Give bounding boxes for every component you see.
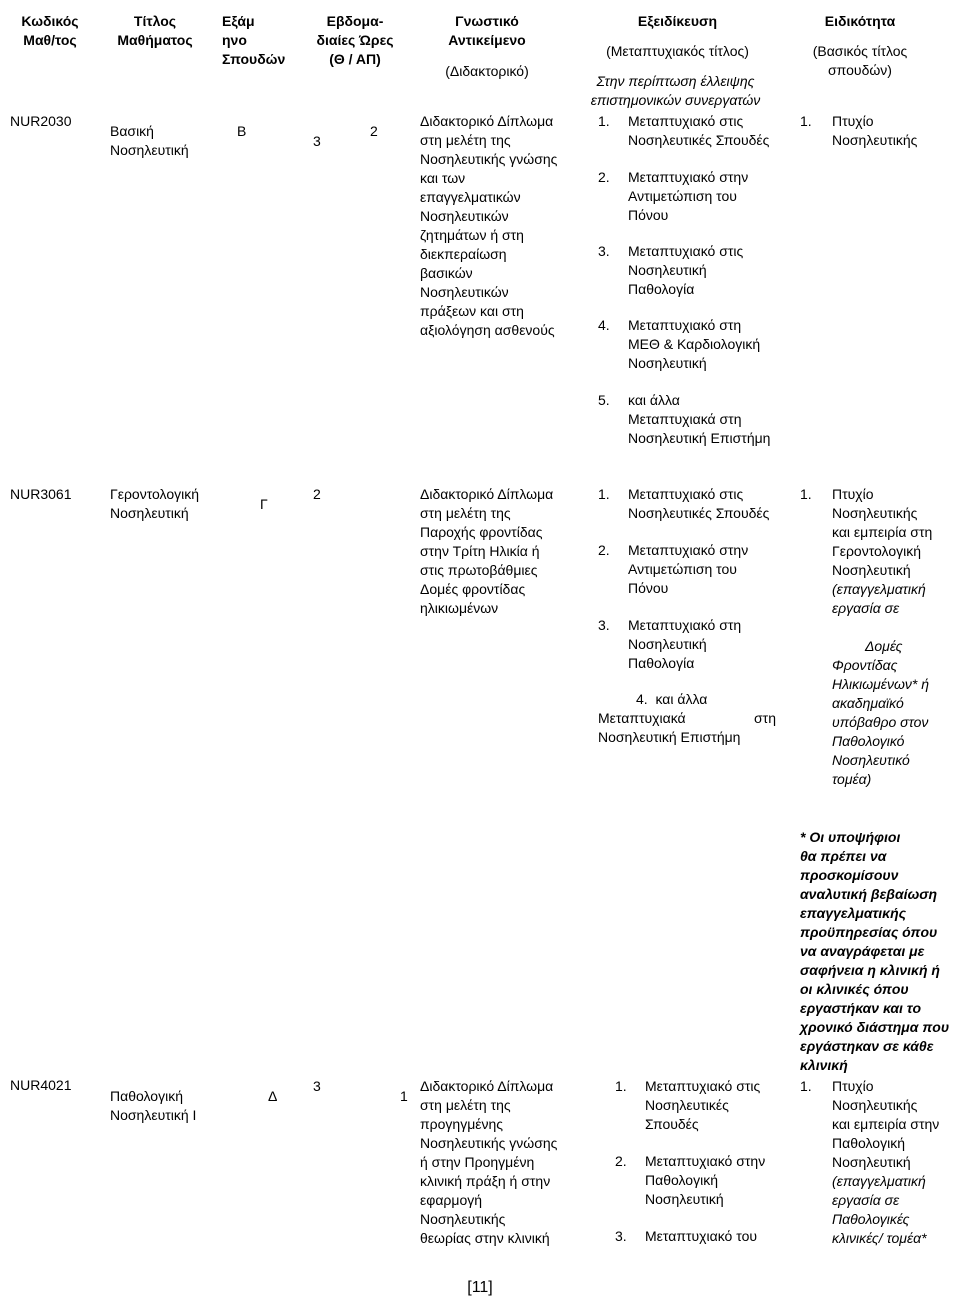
- header-hours: Εβδομα- διαίες Ώρες (Θ / ΑΠ): [316, 13, 394, 67]
- row3-semester: Δ: [268, 1088, 278, 1104]
- row3-subject: Διδακτορικό Δίπλωμα στη μελέτη της προγηγμένης Νοσηλευτικής γνώσης ή στην Προηγμένη κλινική πράξη ή στην εφαρμογή Νοσηλευτικής θεωρίας στην κλινική: [420, 1078, 558, 1246]
- row2-code: NUR3061: [10, 486, 72, 502]
- row1-semester: Β: [237, 123, 247, 139]
- header-semester: Εξάμ ηνο Σπουδών: [222, 13, 286, 67]
- row2-semester: Γ: [260, 496, 268, 512]
- row3-title: Παθολογική Νοσηλευτική Ι: [110, 1088, 197, 1123]
- header-title: Τίτλος Μαθήματος: [117, 13, 193, 48]
- row2-theory: 2: [313, 486, 321, 502]
- row1-title: Βασική Νοσηλευτική: [110, 123, 189, 158]
- row2-title: Γεροντολογική Νοσηλευτική: [110, 486, 200, 521]
- header-subject-sub: (Διδακτορικό): [445, 63, 529, 79]
- page-number: [11]: [467, 1279, 493, 1296]
- candidates-note: * Οι υποψήφιοι θα πρέπει να προσκομίσουν αναλυτική βεβαίωση επαγγελματικής προϋπηρεσίας όπου να αναγράφεται με σαφήνεια η κλινική ή οι κλινικές όπου εργαστήκαν και το χρονικό διάστημα που εργάστηκαν σε κάθε κλινική: [800, 829, 950, 1073]
- row1-subject: Διδακτορικό Δίπλωμα στη μελέτη της Νοσηλευτικής γνώσης και των επαγγελματικών Νοσηλευτικών ζητημάτων ή στη διεκπεραίωση βασικών Νοσηλευτικών πράξεων και στη αξιολόγηση ασθενούς: [420, 113, 558, 338]
- row1-field-number: 1.: [800, 113, 812, 129]
- row3-code: NUR4021: [10, 1077, 72, 1093]
- row1-lab: 2: [370, 123, 378, 139]
- row2-spec-item-last: 4. και άλλα Μεταπτυχιακά στη Νοσηλευτική Επιστήμη: [598, 691, 776, 745]
- header-field-sub: (Βασικός τίτλος σπουδών): [812, 43, 908, 78]
- row3-lab: 1: [400, 1088, 408, 1104]
- header-spec-note: Στην περίπτωση έλλειψης επιστημονικών συνεργατών: [590, 73, 761, 108]
- header-subject: Γνωστικό Αντικείμενο: [448, 13, 526, 48]
- header-field: Ειδικότητα: [824, 13, 896, 29]
- row2-subject: Διδακτορικό Δίπλωμα στη μελέτη της Παροχής φροντίδας στην Τρίτη Ηλικία ή στις πρωτοβάθμιες Δομές φροντίδας ηλικιωμένων: [420, 486, 554, 616]
- header-spec: Εξειδίκευση: [637, 13, 718, 29]
- row2-field: Πτυχίο Νοσηλευτικής και εμπειρία στη Γεροντολογική Νοσηλευτική (επαγγελματική εργασία σε Δομές Φροντίδας Ηλικιωμένων* ή ακαδημαϊκό υπόβαθρο στον Παθολογικό Νοσηλευτικό τομέα): [832, 486, 933, 787]
- row1-field: Πτυχίο Νοσηλευτικής: [832, 113, 918, 148]
- header-spec-sub: (Μεταπτυχιακός τίτλος): [606, 43, 749, 59]
- row3-field-number: 1.: [800, 1078, 812, 1094]
- row3-theory: 3: [313, 1078, 321, 1094]
- header-code: Κωδικός Μαθ/τος: [21, 13, 79, 48]
- row1-theory: 3: [313, 133, 321, 149]
- row1-code: NUR2030: [10, 113, 72, 129]
- row3-field: Πτυχίο Νοσηλευτικής και εμπειρία στην Παθολογική Νοσηλευτική (επαγγελματική εργασία σε Παθολογικές κλινικές/ τομέα*: [832, 1078, 940, 1246]
- row2-field-number: 1.: [800, 486, 812, 502]
